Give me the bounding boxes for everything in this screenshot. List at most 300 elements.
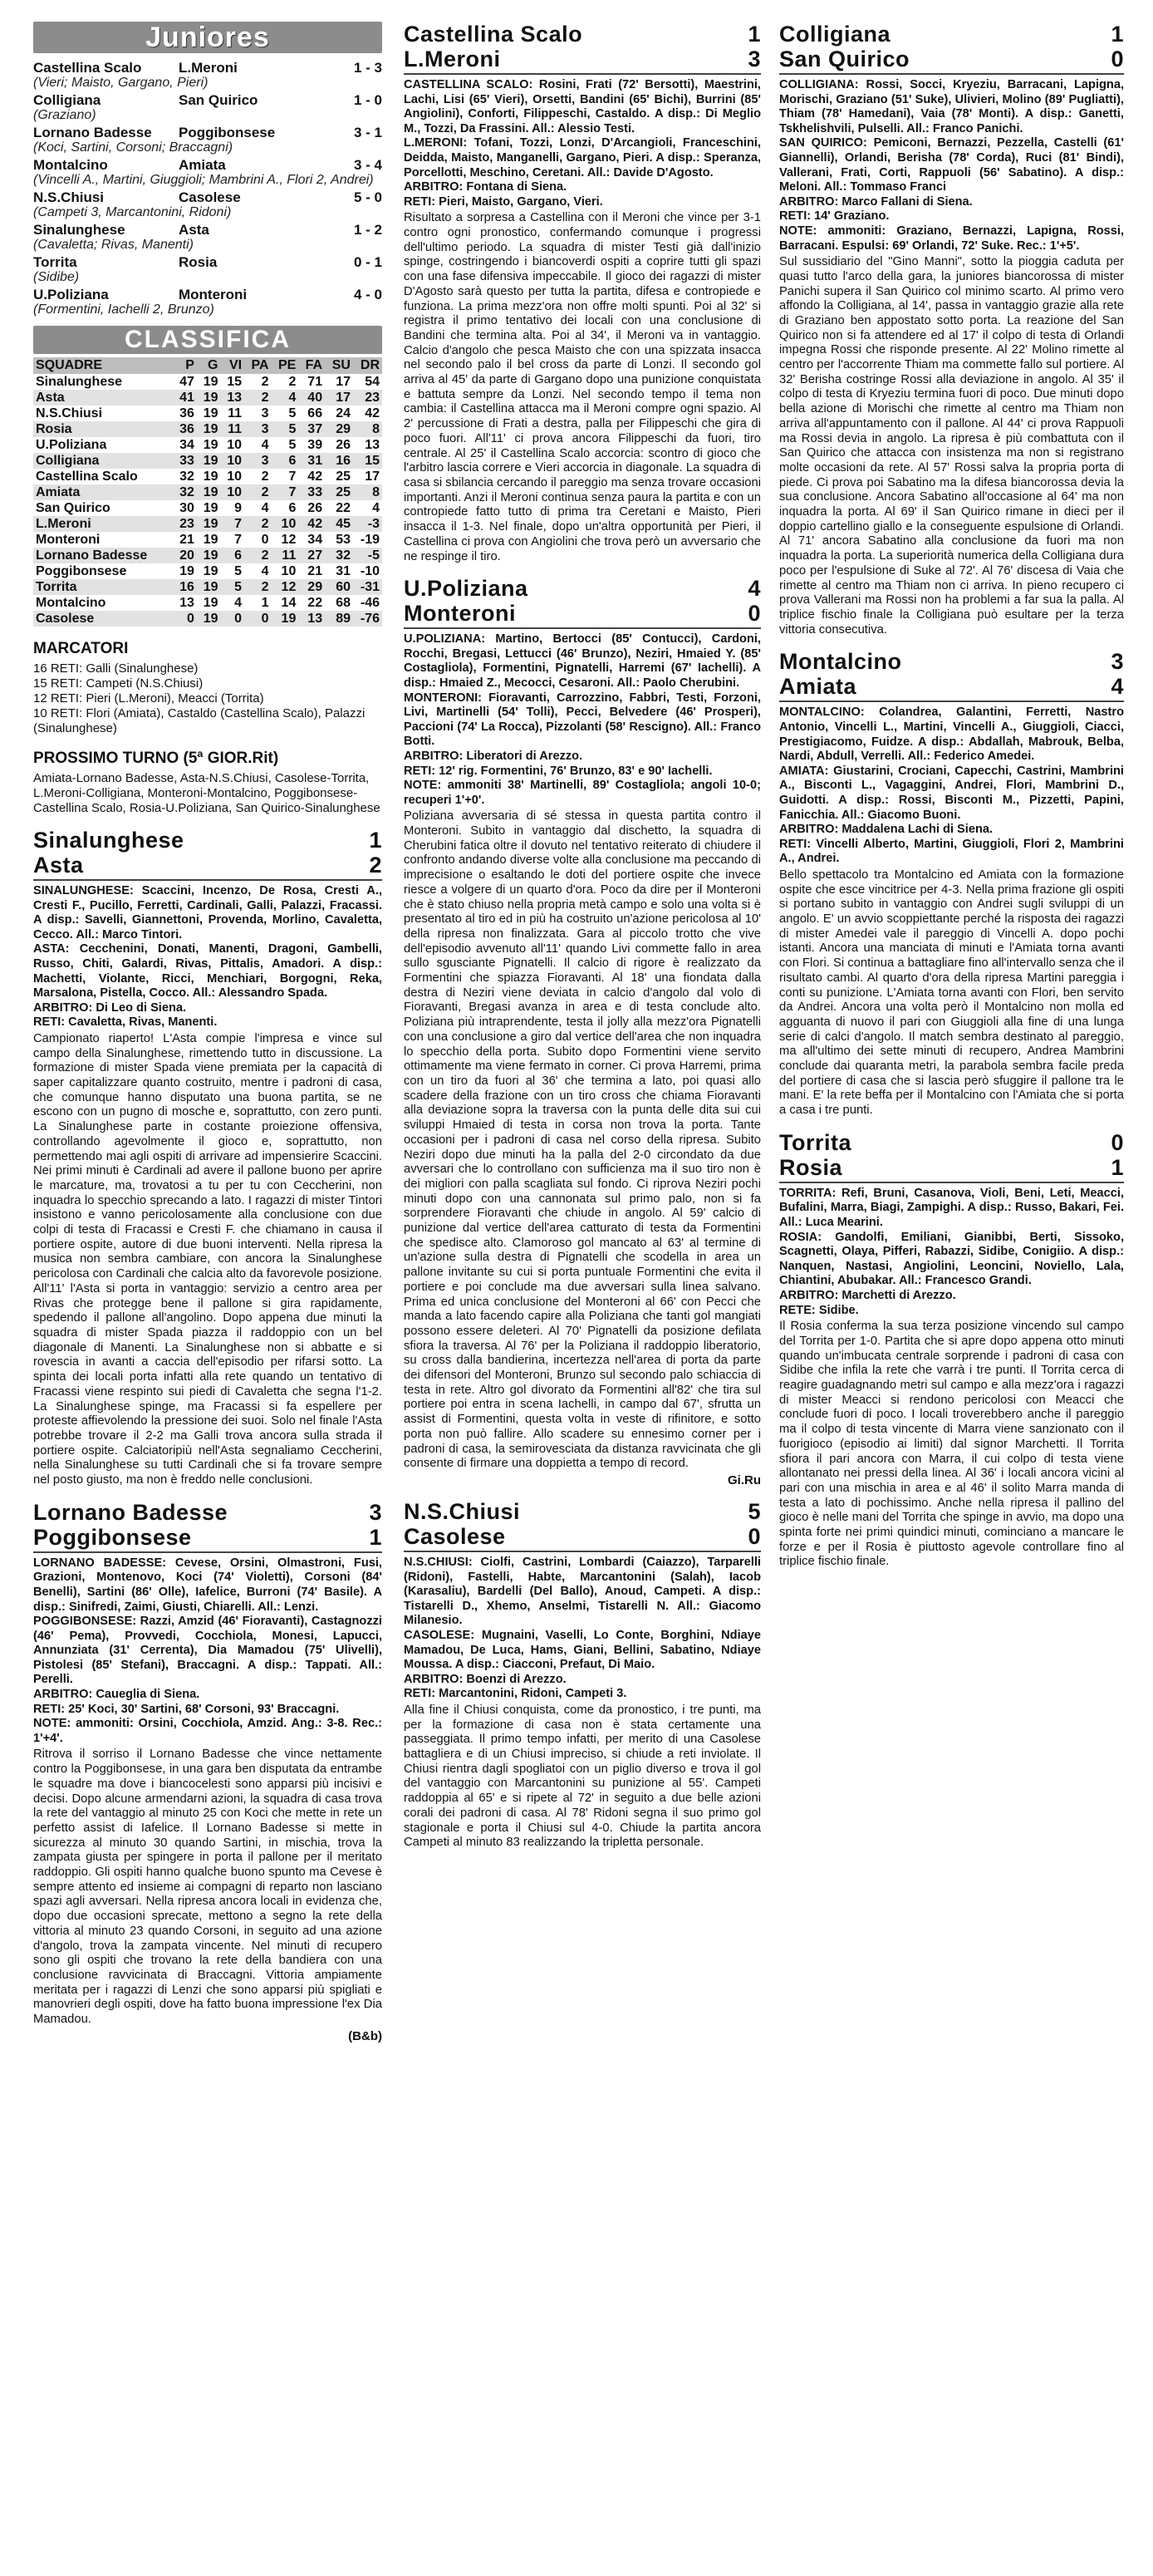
result-item bbox=[33, 157, 382, 188]
standings-cell: 42 bbox=[365, 406, 380, 420]
standings-cell: 10 bbox=[221, 453, 245, 469]
standings-cell: 31 bbox=[298, 453, 325, 469]
standings-cell: 10 bbox=[272, 516, 299, 532]
column-right bbox=[779, 22, 1124, 1570]
match-divider bbox=[404, 1551, 761, 1552]
lineup-home: TORRITA: Refi, Bruni, Casanova, Violi, Beni, Leti, Meacci, Bufalini, Marra, Biagi, Zampighi. A disp.: Russo, Bakari, Fei. All.: Luca Mearini. bbox=[779, 1186, 1124, 1230]
result-item bbox=[33, 222, 382, 253]
standings-cell: 89 bbox=[325, 611, 353, 627]
marcatori-line: 10 RETI: Flori (Amiata), Castaldo (Castellina Scalo), Palazzi (Sinalunghese) bbox=[33, 706, 366, 735]
standings-cell: 19 bbox=[203, 469, 218, 484]
standings-cell: 16 bbox=[173, 579, 197, 595]
standings-cell: 29 bbox=[325, 421, 353, 437]
match-referee: ARBITRO: Caueglia di Siena. bbox=[33, 1688, 200, 1702]
standings-team: Lornano Badesse bbox=[33, 548, 173, 563]
standings-cell: 19 bbox=[197, 390, 221, 406]
result-scorers: (Vieri; Maisto, Gargano, Pieri) bbox=[33, 76, 209, 90]
match-away-score: 1 bbox=[1111, 1154, 1124, 1180]
match-home-score: 1 bbox=[748, 22, 761, 47]
standings-cell: 11 bbox=[221, 421, 245, 437]
match-notes: NOTE: ammoniti: Graziano, Bernazzi, Lapigna, Rossi, Barracani. Espulsi: 69' Orlandi, 72' Suke. Rec.: 1'+5'. bbox=[779, 224, 1124, 253]
standings-cell: 41 bbox=[173, 390, 197, 406]
match-lineups bbox=[404, 1556, 761, 1702]
lineup-away: AMIATA: Giustarini, Crociani, Capecchi, Castrini, Mambrini A., Bisconti L., Vagaggini, Andrei, Flori, Mambrini D., Guidotti. A disp.: Rossi, Bisconti M., Pizzetti, Papini, Fanicchia. All.: Giacomo Buoni. bbox=[779, 764, 1124, 822]
match-report bbox=[404, 576, 761, 1487]
results-list bbox=[33, 60, 382, 317]
result-score: 4 - 0 bbox=[353, 287, 382, 302]
standings-cell: 47 bbox=[179, 375, 194, 389]
prossimo-turno-text: Amiata-Lornano Badesse, Asta-N.S.Chiusi, Casolese-Torrita, L.Meroni-Colligiana, Monteroni-Montalcino, Poggibonsese-Castellina Scalo, Rosia-U.Poliziana, San Quirico-Sinalunghese bbox=[33, 771, 380, 815]
standings-cell: 11 bbox=[228, 406, 243, 420]
result-line bbox=[33, 254, 382, 270]
match-referee: ARBITRO: Di Leo di Siena. bbox=[33, 1000, 187, 1015]
standings-header-row bbox=[33, 357, 382, 374]
standings-cell: 0 bbox=[244, 611, 271, 627]
result-scorers: (Sidibe) bbox=[33, 270, 80, 284]
result-home-team: N.S.Chiusi bbox=[33, 189, 105, 205]
standings-row bbox=[33, 406, 382, 421]
standings-cell: 7 bbox=[221, 516, 245, 532]
standings-cell: 66 bbox=[307, 406, 323, 420]
result-line bbox=[33, 287, 382, 302]
section-banner-classifica: CLASSIFICA bbox=[33, 326, 382, 354]
standings-cell: 19 bbox=[197, 421, 221, 437]
standings-cell: 34 bbox=[179, 438, 194, 452]
standings-cell: 26 bbox=[307, 501, 323, 515]
standings-cell: 20 bbox=[173, 548, 197, 563]
standings-cell: 4 bbox=[261, 438, 269, 452]
standings-cell: 19 bbox=[203, 501, 218, 515]
result-line bbox=[33, 60, 382, 76]
standings-cell: 19 bbox=[203, 596, 218, 610]
result-item bbox=[33, 125, 382, 155]
standings-row bbox=[33, 500, 382, 516]
match-article: Risultato a sorpresa a Castellina con il Meroni che vince per 3-1 contro ogni pronostico, confermando comunque i progressi dell'ultimo periodo. La squadra di mister Testi già dall'inizio spinge, costringendo i biancoverdi ospiti a coprire tutti gli spazi con una fase difensiva impeccabile. Il gioco dei ragazzi di mister D'Agosto sarà questo per tutta la partita, difesa e contropiede e funziona. La prima mezz'ora non offre molti spunti. Poi al 32' si registra il primo tentativo dei locali con una conclusione di Bandini che termina alta. Poi al 34', il Meroni va in vantaggio. Calcio d'angolo che pesca Maisto che con una spizzata insacca nel secondo palo il bel cross da parte di Lonzi. Il secondo gol arriva al 45' da parte di Gargano dopo una punizione conquistata e battuta sempre da Lonzi. Nel secondo tempo il tema non cambia: il Castellina attacca ma il Meroni compre ogni spazio. Al 2' percussione di Frati a destra, palla per Filippeschi che gira di poco fuori. All'11' ci prova ancora Filippeschi da fuori, tiro centrale. Al 25' il Castellina Scalo accorcia: scontro di gioco che l'arbitro lascia correre e Vieri accorcia in diagonale. La squadra di casa si sbilancia cercando il pareggio ma senza trovare occasioni importanti. Anzi il Meroni continua senza paura la partita e con un contropiede fatto tutto di prima tra Ceretani e Maisto, Pieri insacca il 1-3. Nel finale, dopo un'altra opportunità per Pieri, il Castellina ci prova con Angiolini che trova però un avversario che ne respinge il tiro. bbox=[404, 211, 761, 563]
standings-cell: 27 bbox=[298, 548, 325, 563]
standings-cell: 13 bbox=[221, 390, 245, 406]
match-away-line bbox=[33, 1525, 382, 1550]
standings-team: Montalcino bbox=[36, 596, 106, 610]
result-item bbox=[33, 287, 382, 317]
standings-cell: 30 bbox=[179, 501, 194, 515]
match-lineups bbox=[779, 705, 1124, 867]
match-report bbox=[404, 22, 761, 564]
standings-cell: -46 bbox=[360, 596, 380, 610]
standings-cell: 16 bbox=[325, 453, 353, 469]
standings-team: U.Poliziana bbox=[36, 438, 107, 452]
standings-cell: 34 bbox=[307, 533, 323, 547]
lineup-home: COLLIGIANA: Rossi, Socci, Kryeziu, Barracani, Lapigna, Morischi, Graziano (51' Suke), Ulivieri, Molino (89' Pugliatti), Thiam (78' Hamedani), Vaia (78' Monti). A disp.: Ganetti, Tskhelishvili, Pulselli. All.: Franco Panichi. bbox=[779, 78, 1124, 135]
standings-cell: -5 bbox=[353, 548, 382, 563]
result-item bbox=[33, 189, 382, 220]
standings-cell: 4 bbox=[261, 564, 269, 578]
match-home-line bbox=[779, 1130, 1124, 1155]
standings-cell: 10 bbox=[221, 484, 245, 500]
lineup-away: MONTERONI: Fioravanti, Carrozzino, Fabbri, Testi, Forzoni, Livi, Martinelli (54' Tolli), Pecci, Belvedere (46' Prosperi), Paccioni (74' La Rocca), Pizzolanti (58' Rescigno). All.: Franco Botti. bbox=[404, 691, 761, 749]
match-report bbox=[779, 22, 1124, 637]
standings-cell: 4 bbox=[272, 390, 299, 406]
article-signature: Gi.Ru bbox=[728, 1472, 761, 1487]
standings-row bbox=[33, 548, 382, 563]
standings-row bbox=[33, 579, 382, 595]
standings-cell: 3 bbox=[261, 406, 269, 420]
match-away-team: Rosia bbox=[779, 1154, 843, 1180]
match-away-line bbox=[33, 853, 382, 878]
standings-team: N.S.Chiusi bbox=[36, 406, 103, 420]
match-lineups bbox=[779, 1187, 1124, 1318]
result-away-team: Amiata bbox=[179, 157, 226, 173]
column-middle bbox=[404, 22, 761, 1851]
section-banner-juniores: Juniores bbox=[33, 22, 382, 53]
standings-column-header: P bbox=[173, 357, 197, 374]
match-away-line bbox=[779, 47, 1124, 71]
lineup-away: CASOLESE: Mugnaini, Vaselli, Lo Conte, Borghini, Ndiaye Mamadou, De Luca, Hams, Giani, Bellini, Sabatino, Ndiaye Moussa. A disp.: Ciacconi, Prefaut, Di Maio. bbox=[404, 1628, 761, 1672]
match-referee: ARBITRO: Maddalena Lachi di Siena. bbox=[779, 823, 994, 837]
result-item bbox=[33, 60, 382, 91]
match-article: Il Rosia conferma la sua terza posizione vincendo sul campo del Torrita per 1-0. Partita che si apre dopo appena otto minuti quando un'imbucata centrale sorprende i padroni di casa con Sidibe che infila la rete che varrà i tre punti. Il Torrita cerca di reagire guadagnando metri sul campo e alla mezz'ora i ragazzi di mister Meacci si rendono pericolosi con Meacci che conclude fuori di poco. I locali troverebbero anche il pareggio ma il colpo di testa vincente di Marra viene sanzionato con il fuorigioco (episodio ai limiti) dal signor Marchetti. Il Torrita sfiora il pari ancora con Marra, il cui colpo di testa viene allontanato nei pressi della linea. Al 36' i locali ancora vicini al pari con una mischia in area e al 46' il solito Marra manda di testa a lato di pochissimo. Anche nella ripresa il pallino del gioco è nelle mani del Torrita che spinge in avvio, ma dopo una spinta forte nei primi quindici minuti, cominciano a mancare le forze e per il Rosia è piuttosto agevole controllare fino al triplice fischio finale. bbox=[779, 1320, 1124, 1569]
standings-cell: 2 bbox=[244, 484, 271, 500]
result-scorers: (Cavaletta; Rivas, Manenti) bbox=[33, 238, 194, 252]
marcatori-line: 15 RETI: Campeti (N.S.Chiusi) bbox=[33, 676, 204, 691]
match-goals: RETI: 12' rig. Formentini, 76' Brunzo, 83' e 90' Iachelli. bbox=[404, 764, 713, 778]
standings-cell: 17 bbox=[365, 469, 380, 484]
standings-cell: 29 bbox=[298, 579, 325, 595]
result-scorers: (Formentini, Iachelli 2, Brunzo) bbox=[33, 302, 214, 317]
standings-cell: 39 bbox=[307, 438, 323, 452]
standings-cell: -19 bbox=[360, 533, 380, 547]
standings-cell: 26 bbox=[336, 438, 351, 452]
standings-cell: 33 bbox=[298, 484, 325, 500]
match-article: Poliziana avversaria di sé stessa in questa partita contro il Monteroni. Subito in vantaggio dal dischetto, la squadra di Cherubini fatica oltre il dovuto nel tentativo reiterato di chiudere il confronto andando diverse volte alla conclusione ma peccando di imprecisione o esaltando le doti del portiere ospite che invece riesce a volgere di un quarto d'ora. Poco da dire per il Monteroni che è stato chiuso nella propria metà campo e solo una volta si è presentato al tiro ed in più ha costruito un'azione pericolosa al 10' della ripresa non finalizzata. Gara al piccolo trotto che vive dell'episodio avvenuto all'11' quando Livi commette fallo in area sullo sgusciante Pignatelli. Il calcio di rigore è realizzato da Formentini che spiazza Fioravanti. Al 18' una fiondata dalla destra di Neziri viene deviata in calcio d'angolo dal volo di Fioravanti, Bregasi avanza in area e di testa conclude alto. Poliziana più intraprendente, testa il jolly alla mezz'ora Pignatelli con una conclusione a giro dal vertice dell'area che non inquadra lo specchio della porta. Subito dopo Formentini viene servito ottimamente ma viene fermato in corner. Ci prova Harremi, prima con un tiro da fuori al 36' che termina a lato, poi quasi allo scadere della frazione con un tiro cross che chiama Fioravanti alla deviazione sopra la traversa con la punta delle dita sui cui sviluppi Hmaied di testa in corsa non trova la porta. Tante occasioni per i padroni di casa nel corso della ripresa. Subito Neziri dopo due minuti ha la palla del 2-0 circondato da due avversari che lo controllano con sufficienza ma il suo tiro non è dei migliori con palla scagliata sul fondo. Ci riprova Neziri pochi minuti dopo con una cannonata sul primo palo, non si fa sorprendere Fioravanti che chiude in angolo. Al 59' calcio di punizione dal vertice dell'area catturato di testa da Formentini che spedisce alto. Clamoroso gol mancato al 63' al termine di un'azione sulla destra di Pignatelli che scodella in area un pallone invitante su cui si porta puntuale Formentini che evita il portiere e poi conclude ma due avversari sulla linea salvano. Prima ed unica conclusione del Monteroni al 66' con Pecci che manda a lato facendo capire alla Poliziana che tanti gol mangiati possono essere deleteri. Al 70' Pignatelli da posizione defilata sfiora la traversa. Al 76' per la Poliziana il raddoppio liberatorio, su cross dalla bandierina, incertezza nell'area di porta da parte dei difensori del Monteroni, Brunzo sul secondo palo schiaccia di testa in rete. Altro gol divorato da Formentini all'82' che tira sul portiere poi entra in scena Iachelli, in campo dal 67', sfrutta un assist di Formentini, questa volta in veste di rifinitore, e sotto porta non può fallire. Allo scadere su ennesimo corner per i padroni di casa, la semirovesciata da distanza ravvicinata che gli consente di firmare una doppietta a tempo di record. bbox=[404, 809, 761, 1471]
match-divider bbox=[33, 879, 382, 881]
standings-cell: 4 bbox=[261, 501, 269, 515]
match-home-score: 5 bbox=[748, 1498, 761, 1524]
match-report bbox=[33, 1500, 382, 2043]
match-referee: ARBITRO: Marchetti di Arezzo. bbox=[779, 1289, 956, 1303]
match-home-team: Lornano Badesse bbox=[33, 1499, 228, 1525]
lineup-home: LORNANO BADESSE: Cevese, Orsini, Olmastroni, Fusi, Grazioni, Montenovo, Koci (74' Violetti), Corsoni (84' Benelli), Sartini (86' Olle), Iafelice, Burroni (74' Basile). A disp.: Sinifredi, Zaimi, Giusti, Chiarelli. All.: Lenzi. bbox=[33, 1556, 382, 1614]
standings-table bbox=[33, 357, 382, 627]
standings-column-header: SQUADRE bbox=[33, 357, 173, 374]
standings-team: Monteroni bbox=[36, 533, 101, 547]
standings-cell: 45 bbox=[325, 516, 353, 532]
standings-cell: -3 bbox=[353, 516, 382, 532]
result-item bbox=[33, 254, 382, 285]
match-away-team: Amiata bbox=[779, 674, 857, 700]
result-score: 3 - 1 bbox=[353, 125, 382, 140]
match-away-score: 2 bbox=[369, 853, 382, 878]
standings-cell: 15 bbox=[353, 453, 382, 469]
standings-team: Casolese bbox=[33, 611, 173, 627]
standings-cell: 2 bbox=[244, 516, 271, 532]
marcatori-line: 12 RETI: Pieri (L.Meroni), Meacci (Torrita) bbox=[33, 691, 264, 705]
match-report bbox=[404, 1499, 761, 1851]
standings-cell: 2 bbox=[288, 375, 297, 389]
match-home-team: Torrita bbox=[779, 1129, 852, 1155]
standings-cell: 2 bbox=[261, 469, 269, 484]
standings-cell: 15 bbox=[227, 375, 243, 389]
lineup-home: N.S.CHIUSI: Ciolfi, Castrini, Lombardi (Caiazzo), Tarparelli (Ridoni), Fastelli, Habte, Marcantonini (Salah), Iacob (Karasaliu), Bardelli (Del Ballo), Anoud, Campeti. A disp.: Tistarelli D., Xhemo, Anselmi, Tistarelli N. All.: Giacomo Milanesio. bbox=[404, 1555, 761, 1628]
match-article: Campionato riaperto! L'Asta compie l'impresa e vince sul campo della Sinalunghese, rimettendo tutto in discussione. La formazione di mister Spada viene premiata per la capacità di saper capitalizzare quanto costruito, mentre i padroni di casa, che comunque hanno disputato una buona partita, se ne escono con un pugno di mosche e, soprattutto, con zero punti. La Sinalunghese parte in costante proiezione offensiva, controllando agevolmente il gioco e, soprattutto, non permettendo mai agli ospiti di arrivare ad impensierire Scaccini. Nei primi minuti è Cardinali ad avere il pallone buono per aprire le marcature, ma, trovatosi a tu per tu con Ceccherini, non inquadra lo specchio sprecando a lato. I ragazzi di mister Tintori insistono e vanno pericolosamente alla conclusione con due colpi di testa di Fracassi e Cresti F. che chiamano in causa il portiere ospite, autore di due buoni interventi. Nella ripresa la musica non sembra cambiare, con ancora la Sinalunghese pericolosa con Cardinali che calcia alto da favorevole posizione. All'11' l'Asta si porta in vantaggio: servizio a centro area per Rivas che protegge bene il pallone si gira rapidamente, spedendo il pallone all'angolino. Dopo appena due minuti la squadra di mister Spada piazza il raddoppio con un bel diagonale di Manenti. La Sinalunghese non si abbatte e si rovescia in avanti a caccia dell'episodio per rifarsi sotto. La spinta dei locali porta infatti alla rete quando un tentativo di Fracassi viene respinto sui piedi di Cavaletta che segna l'1-2. La Sinalunghese spinge, ma Fracassi si fa espellere per proteste affievolendo la pressione dei suoi. Solo nel finale l'Asta potrebbe trovare il 2-2 ma Galli trova ancora sulla strada il portiere ospite. Calciatoripiù nell'Asta segnaliamo Ceccherini, nella Sinalunghese su tutti Cardinali che si fa trovare sempre nel posto giusto, ma non è freddo nelle conclusioni. bbox=[33, 1031, 382, 1487]
standings-column-header: SU bbox=[325, 357, 353, 374]
result-score: 1 - 3 bbox=[353, 60, 382, 76]
standings-column-header: VI bbox=[221, 357, 245, 374]
standings-cell: 23 bbox=[173, 516, 197, 532]
marcatori-line: 16 RETI: Galli (Sinalunghese) bbox=[33, 661, 199, 676]
match-goals: RETI: 14' Graziano. bbox=[779, 209, 890, 224]
standings-cell: 10 bbox=[227, 438, 243, 452]
match-away-line bbox=[404, 601, 761, 626]
prossimo-turno-title: PROSSIMO TURNO (5ª GIOR.Rit) bbox=[33, 750, 279, 767]
match-away-score: 0 bbox=[748, 601, 761, 627]
standings-cell: 71 bbox=[307, 375, 323, 389]
standings-cell: 2 bbox=[261, 375, 269, 389]
standings-cell: 36 bbox=[173, 421, 197, 437]
standings-cell: 0 bbox=[221, 611, 245, 627]
result-home-team: Castellina Scalo bbox=[33, 60, 142, 76]
result-home-team: Torrita bbox=[33, 254, 77, 270]
standings-cell: 42 bbox=[298, 516, 325, 532]
standings-row bbox=[33, 516, 382, 532]
standings-cell: 9 bbox=[234, 501, 243, 515]
standings-column-header: G bbox=[197, 357, 221, 374]
lineup-home: CASTELLINA SCALO: Rosini, Frati (72' Bersotti), Maestrini, Lachi, Lisi (65' Vieri), Orsetti, Bandini (65' Bichi), Burrini (85' Angiolini), Conforti, Filippeschi, Castaldo. A disp.: Di Meglio M., Tozzi, Da Frassini. All.: Alessio Testi. bbox=[404, 78, 761, 135]
standings-row bbox=[33, 484, 382, 500]
match-home-line bbox=[779, 22, 1124, 47]
article-signature: (B&b) bbox=[348, 2028, 382, 2043]
result-scorers: (Campeti 3, Marcantonini, Ridoni) bbox=[33, 205, 232, 219]
match-home-line bbox=[404, 576, 761, 601]
standings-team: Poggibonsese bbox=[36, 564, 127, 578]
match-article: Alla fine il Chiusi conquista, come da pronostico, i tre punti, ma per la formazione di casa non è stata certamente una passeggiata. Il primo tempo infatti, per merito di una Casolese battagliera e di un Chiusi impreciso, si chiude a reti inviolate. Il Chiusi rientra dagli spogliatoi con un piglio diverso e trova il gol del vantaggio con Marcantonini su punizione al 55'. Campeti raddoppia al 65' e si ripete al 72' in seguito a due belle azioni corali dei padroni di casa. Al 78' Ridoni segna il suo primo gol stagionale e porta il Chiusi sul 4-0. Chiude la partita ancora Campeti al minuto 83 realizzando la tripletta personale. bbox=[404, 1703, 761, 1850]
standings-column-header: PA bbox=[244, 357, 271, 374]
match-referee: ARBITRO: Boenzi di Arezzo. bbox=[404, 1672, 567, 1686]
result-away-team: L.Meroni bbox=[179, 60, 238, 76]
lineup-home: SINALUNGHESE: Scaccini, Incenzo, De Rosa, Cresti A., Cresti F., Pucillo, Ferretti, Cardinali, Galli, Palazzi, Fracassi. A disp.: Savelli, Giannettoni, Provenda, Morlino, Cavaletta, Cecco. All.: Marco Tintori. bbox=[33, 884, 382, 941]
standings-team: San Quirico bbox=[36, 501, 110, 515]
standings-cell: 19 bbox=[179, 564, 194, 578]
match-away-line bbox=[779, 674, 1124, 699]
lineup-home: U.POLIZIANA: Martino, Bertocci (85' Contucci), Cardoni, Rocchi, Bregasi, Lettucci (46' Brunzo), Neziri, Hmaied Y. (85' Costagliola), Formentini, Pignatelli, Harremi (67' Iachelli). A disp.: Hmaied Z., Mecocci, Cesaroni. All.: Paolo Cherubini. bbox=[404, 632, 761, 690]
result-away-team: San Quirico bbox=[179, 92, 258, 108]
standings-cell: 0 bbox=[261, 533, 269, 547]
result-home-team: Montalcino bbox=[33, 157, 108, 173]
standings-row bbox=[33, 437, 382, 453]
match-home-team: Colligiana bbox=[779, 22, 891, 47]
match-goals: RETI: 25' Koci, 30' Sartini, 68' Corsoni, 93' Braccagni. bbox=[33, 1702, 340, 1716]
match-home-score: 1 bbox=[1111, 22, 1124, 47]
standings-row bbox=[33, 563, 382, 579]
match-divider bbox=[779, 1182, 1124, 1183]
match-home-score: 1 bbox=[369, 828, 382, 853]
result-away-team: Rosia bbox=[179, 254, 218, 270]
match-home-score: 3 bbox=[369, 1499, 382, 1525]
result-item bbox=[33, 92, 382, 123]
result-score: 1 - 0 bbox=[353, 92, 382, 108]
match-referee: ARBITRO: Liberatori di Arezzo. bbox=[404, 749, 583, 763]
match-home-team: Montalcino bbox=[779, 649, 902, 675]
result-line bbox=[33, 189, 382, 205]
standings-cell: 19 bbox=[203, 438, 218, 452]
lineup-home: MONTALCINO: Colandrea, Galantini, Ferretti, Nastro Antonio, Vincelli L., Martini, Vincelli A., Giuggioli, Ciacci, Prestigiacomo, Fuidze. A disp.: Abdallah, Mabrouk, Belba, Nardi, Abdull, Verrelli. All.: Federico Amedei. bbox=[779, 705, 1124, 764]
lineup-away: SAN QUIRICO: Pemiconi, Bernazzi, Pezzella, Castelli (61' Giannelli), Orlandi, Berisha (78' Corda), Ruci (81' Bindi), Vallerani, Frati, Corti, Rappuoli (56' Sabatino). A disp.: Meloni. All.: Tommaso Franci bbox=[779, 136, 1124, 194]
standings-cell: 25 bbox=[336, 469, 351, 484]
result-score: 1 - 2 bbox=[353, 222, 382, 238]
standings-cell: 22 bbox=[336, 501, 351, 515]
match-away-score: 0 bbox=[1111, 47, 1124, 71]
match-away-team: Poggibonsese bbox=[33, 1524, 192, 1550]
match-lineups bbox=[779, 78, 1124, 253]
match-away-team: Monteroni bbox=[404, 601, 516, 627]
match-report bbox=[779, 649, 1124, 1118]
match-home-line bbox=[33, 828, 382, 853]
standings-cell: 10 bbox=[281, 564, 297, 578]
result-scorers: (Koci, Sartini, Corsoni; Braccagni) bbox=[33, 140, 233, 155]
standings-cell: 19 bbox=[197, 484, 221, 500]
standings-cell: 42 bbox=[307, 469, 323, 484]
result-scorers: (Vincelli A., Martini, Giuggioli; Mambrini A., Flori 2, Andrei) bbox=[33, 173, 374, 187]
match-home-score: 0 bbox=[1111, 1129, 1124, 1155]
standings-cell: 31 bbox=[336, 564, 351, 578]
standings-row bbox=[33, 390, 382, 406]
standings-cell: 3 bbox=[244, 421, 271, 437]
match-lineups bbox=[404, 632, 761, 808]
lineup-away: L.MERONI: Tofani, Tozzi, Lonzi, D'Arcangioli, Franceschini, Deidda, Maisto, Manganelli, Gargano, Pieri. A disp.: Speranza, Porcellotti, Meschino, Ceretani. All.: Davide D'Agosto. bbox=[404, 136, 761, 179]
match-divider bbox=[779, 73, 1124, 75]
standings-column-header: PE bbox=[272, 357, 299, 374]
match-notes: NOTE: ammoniti 38' Martinelli, 89' Costagliola; angoli 10-0; recuperi 1'+0'. bbox=[404, 779, 761, 807]
result-score: 0 - 1 bbox=[353, 254, 382, 270]
standings-row bbox=[33, 595, 382, 611]
standings-cell: 22 bbox=[307, 596, 323, 610]
standings-cell: 14 bbox=[281, 596, 297, 610]
standings-cell: 5 bbox=[234, 564, 243, 578]
match-lineups bbox=[33, 1556, 382, 1747]
result-away-team: Asta bbox=[179, 222, 209, 238]
match-away-score: 4 bbox=[1111, 674, 1124, 700]
match-referee: ARBITRO: Fontana di Siena. bbox=[404, 180, 567, 194]
lineup-away: POGGIBONSESE: Razzi, Amzid (46' Fioravanti), Castagnozzi (46' Pema), Provvedi, Cocchiola, Monesi, Lapucci, Annunziata (31' Cerrenta), Dia Mamadou (75' Ulivelli), Pistolesi (85' Stefani), Braccagni. A disp.: Tappati. All.: Perelli. bbox=[33, 1615, 382, 1687]
match-away-line bbox=[404, 1524, 761, 1549]
match-notes: NOTE: ammoniti: Orsini, Cocchiola, Amzid. Ang.: 3-8. Rec.: 1'+4'. bbox=[33, 1717, 382, 1745]
standings-team: Colligiana bbox=[33, 453, 173, 469]
match-away-team: L.Meroni bbox=[404, 47, 501, 71]
lineup-away: ROSIA: Gandolfi, Emiliani, Gianibbi, Berti, Sissoko, Scagnetti, Olaya, Pifferi, Rabazzi, Sidibe, Conigiio. A disp.: Nanquen, Nastasi, Angiolini, Leoncini, Noviello, Lala, Chiantini, Abubakar. All.: Francesco Grandi. bbox=[779, 1230, 1124, 1288]
standings-cell: 11 bbox=[272, 548, 299, 563]
result-score: 5 - 0 bbox=[353, 189, 382, 205]
result-away-team: Casolese bbox=[179, 189, 241, 205]
match-article: Ritrova il sorriso il Lornano Badesse che vince nettamente contro la Poggibonsese, in una gara ben disputata da entrambe le squadre ma dove i biancocelesti sono apparsi più incisivi e decisi. Dopo alcune armendarni azioni, la squadra di casa trova la rete del vantaggio al minuto 25 con Koci che mette in rete un perfetto assist di Iafelice. Il Lornano Badesse si mette in sicurezza al minuto 30 quando Sartini, in mischia, trova la zampata giusta per spingere in porta il pallone per il meritato raddoppio. Gli ospiti hanno qualche buono spunto ma Cevese è sempre attento ed insieme ai compagni di reparto non lasciano spazi agli avversari. Nella ripresa ancora locali in evidenza che, dopo due occasioni sprecate, mettono a segno la rete della vittoria al minuto 23 quando Corsoni, in seguito ad una azione d'angolo, trova la zampata vincente. Nel minuti di recupero sono gli ospiti che trovano la rete della bandiera con una conclusione ravvicinata di Braccagni. Vittoria ampiamente meritata per i ragazzi di Lenzi che sono apparsi più spigliati e manovrieri degli ospiti, dove ha fatto buona impressione l'ex Dia Mamadou. bbox=[33, 1748, 382, 2027]
standings-cell: 19 bbox=[197, 453, 221, 469]
standings-cell: 8 bbox=[353, 421, 382, 437]
standings-cell: -31 bbox=[353, 579, 382, 595]
match-article: Sul sussidiario del "Gino Manni", sotto la pioggia caduta per quasi tutto l'arco della gara, la juniores biancorossa di mister Panichi supera il San Quirico col minimo scarto. Al primo vero affondo la Colligiana, al 14', passa in vantaggio grazie alla rete di Graziano ben appostato sotto porta. La reazione del San Quirico non si fa attendere ed al 17' il colpo di testa di Orlandi impegna Rossi che risponde presente. Al 22' Molino rimette al centro per l'accorrente Thiam ma commette fallo sul portiere. Al 32' Berisha costringe Rossi alla deviazione in angolo. Al 35' il colpo di testa di Kryeziu termina fuori di poco. Due minuti dopo bella azione di Morischi che rimette al centro ma Thiam non arriva all'appuntamento con il pallone. Al 44' ci prova Rappuoli ma Rossi devia in angolo. La ripresa è più combattuta con il San Quirico che attacca con insistenza ma non si registrano molte occasioni da rete. Al 57' Rossi salva la propria porta di piede. Ci prova poi Sabatino ma la difesa biancorossa devia la sua conclusione. Ancora Sabatino all'occasione al 64' ma non inquadra la porta. Al 69' il San Quirico rimane in dieci per il doppio cartellino giallo e la conseguente espulsione di Orlandi. Al 71' ancora Sabatino alla conclusione da fuori ma non inquadra la porta. La superiorità numerica della Colligiana dura poco per l'espulsione di Suke al 72'. Al 76' discesa di Vaia che rimette al centro ma Thiam non ci arriva. In pieno recupero ci prova Vallerani ma Rossi non ha problemi a far sua la palla. Al triplice fischio finale la Colligiana può esultare per la terza vittoria consecutiva. bbox=[779, 255, 1124, 637]
standings-cell: 68 bbox=[336, 596, 351, 610]
match-home-team: Castellina Scalo bbox=[404, 22, 583, 47]
match-lineups bbox=[404, 78, 761, 209]
standings-cell: 2 bbox=[244, 390, 271, 406]
standings-row bbox=[33, 532, 382, 548]
standings-cell: 32 bbox=[325, 548, 353, 563]
standings-cell: 12 bbox=[272, 579, 299, 595]
standings-cell: 2 bbox=[244, 579, 271, 595]
standings-cell: 19 bbox=[203, 406, 218, 420]
standings-team: Rosia bbox=[33, 421, 173, 437]
match-home-line bbox=[404, 1499, 761, 1524]
standings-column-header: FA bbox=[298, 357, 325, 374]
standings-row bbox=[33, 421, 382, 437]
standings-cell: 7 bbox=[288, 469, 297, 484]
standings-cell: 3 bbox=[244, 453, 271, 469]
match-divider bbox=[33, 1551, 382, 1553]
result-score: 3 - 4 bbox=[353, 157, 382, 173]
match-goals: RETE: Sidibe. bbox=[779, 1303, 859, 1317]
standings-cell: -10 bbox=[360, 564, 380, 578]
result-line bbox=[33, 92, 382, 108]
match-goals: RETI: Marcantonini, Ridoni, Campeti 3. bbox=[404, 1687, 627, 1701]
match-away-team: Casolese bbox=[404, 1523, 506, 1549]
result-home-team: Colligiana bbox=[33, 92, 101, 108]
match-referee: ARBITRO: Marco Fallani di Siena. bbox=[779, 194, 973, 209]
standings-cell: 33 bbox=[173, 453, 197, 469]
match-report bbox=[779, 1130, 1124, 1570]
standings-cell: 5 bbox=[272, 421, 299, 437]
standings-cell: 17 bbox=[336, 375, 351, 389]
result-away-team: Poggibonsese bbox=[179, 125, 276, 140]
lineup-away: ASTA: Cecchenini, Donati, Manenti, Dragoni, Gambelli, Russo, Chiti, Galardi, Rivas, Pittalis, Amadori. A disp.: Machetti, Violante, Ricci, Menchiari, Borgogni, Reka, Marsalona, Pistella, Cocco. All.: Alessandro Spada. bbox=[33, 942, 382, 1000]
standings-cell: 10 bbox=[227, 469, 243, 484]
match-away-score: 3 bbox=[748, 47, 761, 71]
standings-cell: 21 bbox=[307, 564, 323, 578]
standings-cell: 1 bbox=[261, 596, 269, 610]
result-line bbox=[33, 157, 382, 173]
result-away-team: Monteroni bbox=[179, 287, 248, 302]
result-scorers: (Graziano) bbox=[33, 108, 96, 122]
standings-cell: 32 bbox=[179, 469, 194, 484]
match-home-team: N.S.Chiusi bbox=[404, 1498, 521, 1524]
standings-team: Castellina Scalo bbox=[36, 469, 138, 484]
standings-cell: 0 bbox=[173, 611, 197, 627]
result-home-team: Lornano Badesse bbox=[33, 125, 152, 140]
match-away-team: Asta bbox=[33, 853, 84, 878]
standings-cell: 5 bbox=[221, 579, 245, 595]
match-home-score: 4 bbox=[748, 576, 761, 602]
match-home-team: U.Poliziana bbox=[404, 576, 528, 602]
standings-column-header: DR bbox=[353, 357, 382, 374]
standings-cell: 19 bbox=[197, 579, 221, 595]
match-home-team: Sinalunghese bbox=[33, 828, 184, 853]
standings-cell: 37 bbox=[298, 421, 325, 437]
standings-row bbox=[33, 611, 382, 627]
standings-team: L.Meroni bbox=[33, 516, 173, 532]
standings-cell: 21 bbox=[179, 533, 194, 547]
match-away-score: 1 bbox=[369, 1524, 382, 1550]
standings-team: Torrita bbox=[33, 579, 173, 595]
match-divider bbox=[404, 73, 761, 75]
standings-cell: 6 bbox=[272, 453, 299, 469]
standings-cell: 23 bbox=[353, 390, 382, 406]
standings-cell: 6 bbox=[221, 548, 245, 563]
standings-cell: 7 bbox=[234, 533, 243, 547]
standings-cell: 25 bbox=[325, 484, 353, 500]
result-home-team: Sinalunghese bbox=[33, 222, 125, 238]
standings-team: Sinalunghese bbox=[36, 375, 123, 389]
standings-cell: 53 bbox=[336, 533, 351, 547]
standings-cell: 17 bbox=[325, 390, 353, 406]
result-home-team: U.Poliziana bbox=[33, 287, 109, 302]
match-away-line bbox=[779, 1155, 1124, 1180]
standings-cell: 36 bbox=[179, 406, 194, 420]
